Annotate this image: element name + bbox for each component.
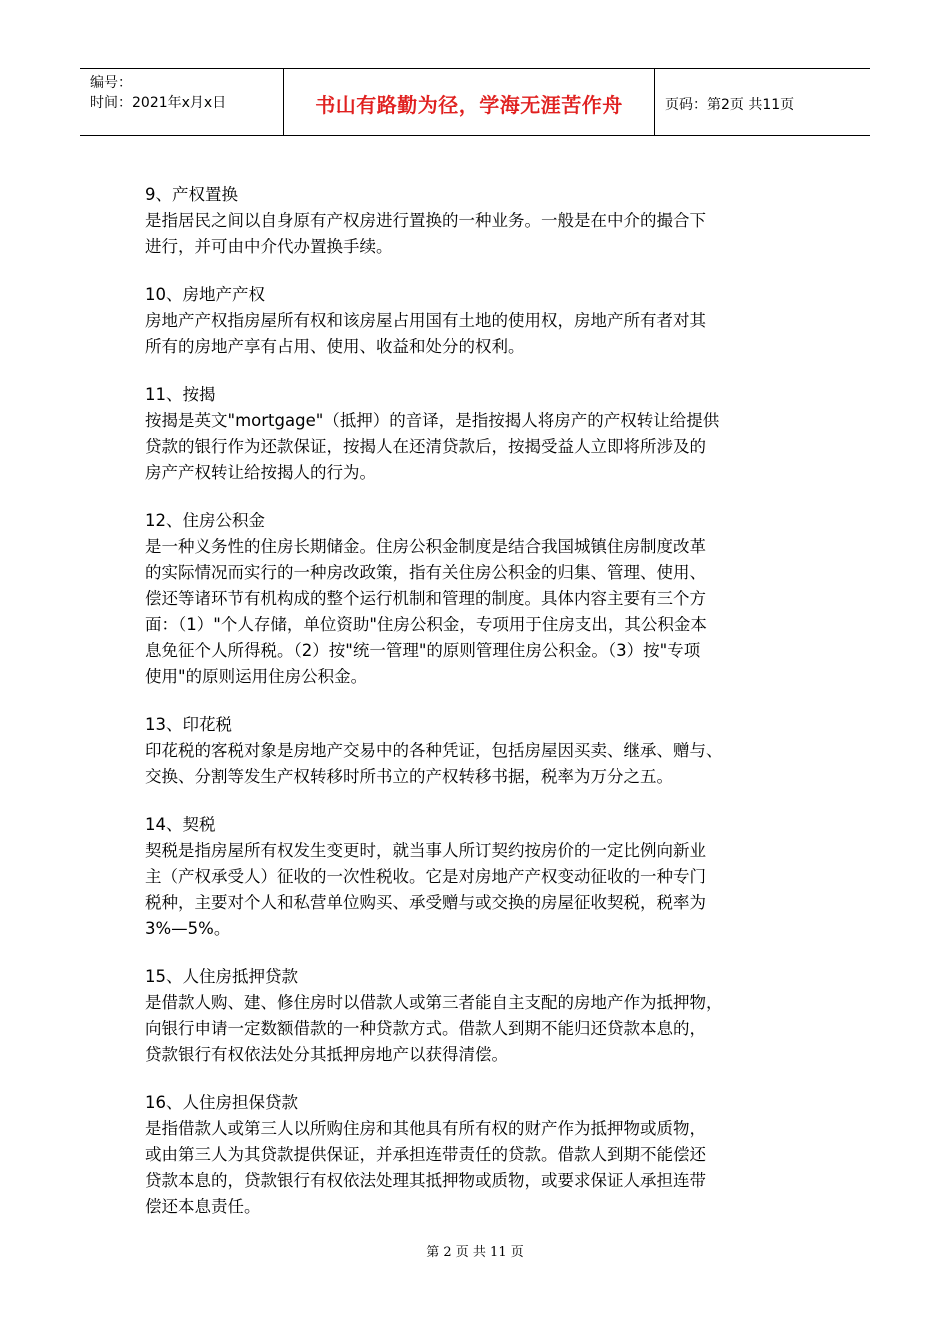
section-line: 息免征个人所得税。（2）按"统一管理"的原则管理住房公积金。（3）按"专项: [145, 641, 701, 660]
section-line: 进行，并可由中介代办置换手续。: [145, 237, 393, 256]
section-16: [145, 1090, 805, 1220]
page-footer: 第 2 页 共 11 页: [426, 1245, 524, 1260]
section-line: 按揭是英文"mortgage"（抵押）的音译，是指按揭人将房产的产权转让给提供: [145, 411, 720, 430]
document-body: [145, 182, 805, 1242]
section-line: 是指居民之间以自身原有产权房进行置换的一种业务。一般是在中介的撮合下: [145, 211, 706, 230]
section-line: 贷款银行有权依法处分其抵押房地产以获得清偿。: [145, 1045, 508, 1064]
section-line: 房产产权转让给按揭人的行为。: [145, 463, 376, 482]
section-line: 或由第三人为其贷款提供保证，并承担连带责任的贷款。借款人到期不能偿还: [145, 1145, 706, 1164]
section-10: [145, 282, 805, 360]
section-title: 14、契税: [145, 815, 216, 834]
section-line: 主（产权承受人）征收的一次性税收。它是对房地产产权变动征收的一种专门: [145, 867, 706, 886]
section-line: 贷款的银行作为还款保证，按揭人在还清贷款后，按揭受益人立即将所涉及的: [145, 437, 706, 456]
section-line: 交换、分割等发生产权转移时所书立的产权转移书据，税率为万分之五。: [145, 767, 673, 786]
section-line: 税种，主要对个人和私营单位购买、承受赠与或交换的房屋征收契税，税率为: [145, 893, 706, 912]
section-11: [145, 382, 805, 486]
header-motto-cell: [283, 69, 655, 135]
section-line: 使用"的原则运用住房公积金。: [145, 667, 368, 686]
section-title: 13、印花税: [145, 715, 232, 734]
section-15: [145, 964, 805, 1068]
section-14: [145, 812, 805, 942]
section-line: 所有的房地产享有占用、使用、收益和处分的权利。: [145, 337, 525, 356]
section-12: [145, 508, 805, 690]
header-page-cell: [655, 69, 870, 135]
section-line: 是一种义务性的住房长期储金。住房公积金制度是结合我国城镇住房制度改革: [145, 537, 706, 556]
section-line: 印花税的客税对象是房地产交易中的各种凭证，包括房屋因买卖、继承、赠与、: [145, 741, 723, 760]
section-title: 9、产权置换: [145, 185, 238, 204]
header-meta: [80, 69, 283, 135]
section-line: 偿还本息责任。: [145, 1197, 261, 1216]
section-line: 契税是指房屋所有权发生变更时，就当事人所订契约按房价的一定比例向新业: [145, 841, 706, 860]
section-line: 是借款人购、建、修住房时以借款人或第三者能自主支配的房地产作为抵押物，: [145, 993, 723, 1012]
section-13: [145, 712, 805, 790]
section-line: 3%—5%。: [145, 919, 231, 938]
section-title: 12、住房公积金: [145, 511, 265, 530]
section-title: 15、人住房抵押贷款: [145, 967, 298, 986]
section-line: 是指借款人或第三人以所购住房和其他具有所有权的财产作为抵押物或质物，: [145, 1119, 706, 1138]
section-title: 10、房地产产权: [145, 285, 265, 304]
section-line: 房地产产权指房屋所有权和该房屋占用国有土地的使用权，房地产所有者对其: [145, 311, 706, 330]
section-line: 的实际情况而实行的一种房改政策，指有关住房公积金的归集、管理、使用、: [145, 563, 706, 582]
section-line: 向银行申请一定数额借款的一种贷款方式。借款人到期不能归还贷款本息的，: [145, 1019, 706, 1038]
section-line: 偿还等诸环节有机构成的整个运行机制和管理的制度。具体内容主要有三个方: [145, 589, 706, 608]
section-9: [145, 182, 805, 260]
page-header: [80, 68, 870, 136]
header-page-info: 页码：第2页 共11页: [665, 97, 795, 113]
section-line: 面：（1）"个人存储，单位资助"住房公积金，专项用于住房支出，其公积金本: [145, 615, 707, 634]
time-label: 时间：2021年x月x日: [90, 95, 227, 111]
section-line: 贷款本息的，贷款银行有权依法处理其抵押物或质物，或要求保证人承担连带: [145, 1171, 706, 1190]
motto-text: 书山有路勤为径，学海无涯苦作舟: [315, 93, 623, 117]
section-title: 11、按揭: [145, 385, 216, 404]
number-label: 编号：: [90, 75, 132, 91]
section-title: 16、人住房担保贷款: [145, 1093, 298, 1112]
